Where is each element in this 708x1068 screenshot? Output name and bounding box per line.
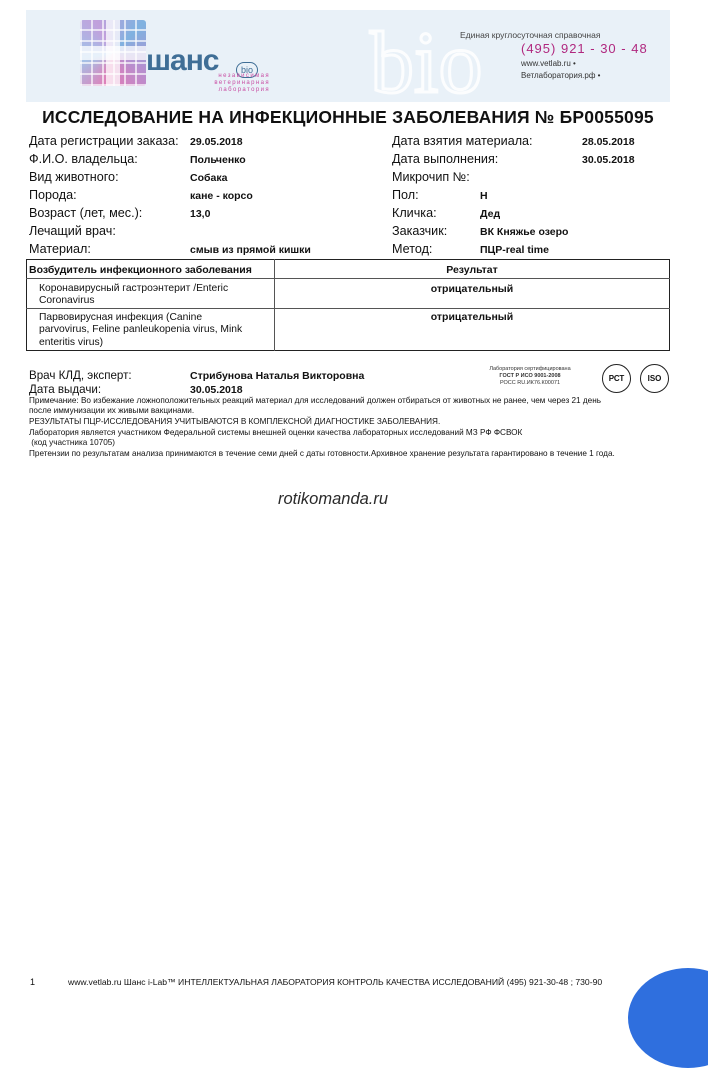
note-line-6: Претензии по результатам анализа принимаются в течение семи дней с даты готовности.Архивное хранение результата гарантировано в течение 1 года. xyxy=(29,449,615,458)
iso-seal-icon: ISO xyxy=(640,364,669,393)
hotline-label: Единая круглосуточная справочная xyxy=(460,30,601,40)
table-row-2-line-1: Парвовирусная инфекция (Canine xyxy=(39,312,203,323)
reg-date-label: Дата регистрации заказа: xyxy=(29,134,179,148)
note-line-2: после иммунизации их живыми вакцинами. xyxy=(29,406,195,415)
material-value: смыв из прямой кишки xyxy=(190,244,311,256)
cert-line-3: РОСС RU.ИК76.К00071 xyxy=(499,380,561,386)
done-date-label: Дата выполнения: xyxy=(392,152,499,166)
website-link[interactable]: www.vetlab.ru • xyxy=(521,59,576,68)
owner-value: Польченко xyxy=(190,154,246,166)
cert-line-1: Лаборатория сертифицирована xyxy=(489,366,571,372)
table-row-1-line-1: Коронавирусный гастроэнтерит /Enteric xyxy=(39,283,229,294)
table-header-pathogen: Возбудитель инфекционного заболевания xyxy=(29,264,252,276)
site-watermark: rotikomanda.ru xyxy=(278,490,389,508)
species-label: Вид животного: xyxy=(29,170,119,184)
svg-text:bio: bio xyxy=(370,15,483,102)
hotline-phone: (495) 921 - 30 - 48 xyxy=(521,41,648,56)
note-line-1: Примечание: Во избежание ложноположительных реакций материал для исследований должен отбираться от животных не ранее, чем через 21 день xyxy=(29,396,601,405)
expert-value: Стрибунова Наталья Викторовна xyxy=(190,370,365,382)
method-label: Метод: xyxy=(392,242,433,256)
species-value: Собака xyxy=(190,172,228,184)
website-link-rf[interactable]: Ветлаборатория.рф • xyxy=(521,71,601,80)
note-line-3: РЕЗУЛЬТАТЫ ПЦР-ИССЛЕДОВАНИЯ УЧИТЫВАЮТСЯ В КОМПЛЕКСНОЙ ДИАГНОСТИКЕ ЗАБОЛЕВАНИЯ. xyxy=(29,417,441,426)
table-row-divider xyxy=(26,308,670,309)
bio-watermark-graphic xyxy=(360,10,560,102)
issue-date-value: 30.05.2018 xyxy=(190,384,243,396)
sample-date-value: 28.05.2018 xyxy=(582,136,635,148)
breed-label: Порода: xyxy=(29,188,77,202)
table-header-result: Результат xyxy=(446,264,498,276)
reg-date-value: 29.05.2018 xyxy=(190,136,243,148)
logo-text: шанс xyxy=(146,44,219,77)
logo-bio-badge: bio xyxy=(236,62,258,78)
certification-text xyxy=(480,366,580,387)
logo-cross-horizontal xyxy=(80,46,146,60)
table-row-2-result: отрицательный xyxy=(430,311,514,323)
chip-label: Микрочип №: xyxy=(392,170,470,184)
expert-label: Врач КЛД, эксперт: xyxy=(29,369,132,382)
sample-date-label: Дата взятия материала: xyxy=(392,134,533,148)
table-row-2-pathogen xyxy=(39,312,242,349)
method-value: ПЦР-real time xyxy=(480,244,549,256)
material-label: Материал: xyxy=(29,242,91,256)
customer-label: Заказчик: xyxy=(392,224,448,238)
footer-text: www.vetlab.ru Шанс i-Lab™ ИНТЕЛЛЕКТУАЛЬНАЯ ЛАБОРАТОРИЯ КОНТРОЛЬ КАЧЕСТВА ИССЛЕДОВАНИЙ (495) 921-30-48 ; 730-90 xyxy=(68,977,603,987)
age-value: 13,0 xyxy=(190,208,211,220)
breed-value: кане - корсо xyxy=(190,190,253,202)
age-label: Возраст (лет, мес.): xyxy=(29,206,143,220)
pct-seal-icon: РСТ xyxy=(602,364,631,393)
table-row-2-line-3: enteritis virus) xyxy=(39,336,104,348)
cert-line-2: ГОСТ Р ИСО 9001-2008 xyxy=(499,373,561,379)
table-row-2-line-2: parvovirus, Feline panleukopenia virus, Mink xyxy=(39,324,243,336)
page-title: ИССЛЕДОВАНИЕ НА ИНФЕКЦИОННЫЕ ЗАБОЛЕВАНИЯ № БР0055095 xyxy=(42,107,654,127)
note-line-4: Лаборатория является участником Федеральной системы внешней оценки качества лабораторных исследований МЗ РФ ФСВОК xyxy=(29,428,523,437)
note-line-5: (код участника 10705) xyxy=(29,438,116,447)
table-row-1-result: отрицательный xyxy=(430,283,514,295)
nickname-label: Кличка: xyxy=(392,206,437,220)
nickname-value: Дед xyxy=(480,208,501,220)
table-row-1-line-2: Coronavirus xyxy=(39,295,95,307)
table-header-divider xyxy=(26,278,670,279)
owner-label: Ф.И.О. владельца: xyxy=(29,152,138,166)
table-row-1-pathogen xyxy=(39,283,228,308)
sex-value: Н xyxy=(480,190,488,202)
issue-date-label: Дата выдачи: xyxy=(29,383,102,396)
corner-blue-shape xyxy=(628,968,708,1068)
done-date-value: 30.05.2018 xyxy=(582,154,635,166)
page-number: 1 xyxy=(30,977,36,987)
doctor-label: Лечащий врач: xyxy=(29,224,116,238)
logo-subtitle: независимая ветеринарная лаборатория xyxy=(214,73,270,93)
customer-value: ВК Княжье озеро xyxy=(480,226,569,238)
sex-label: Пол: xyxy=(392,188,419,202)
